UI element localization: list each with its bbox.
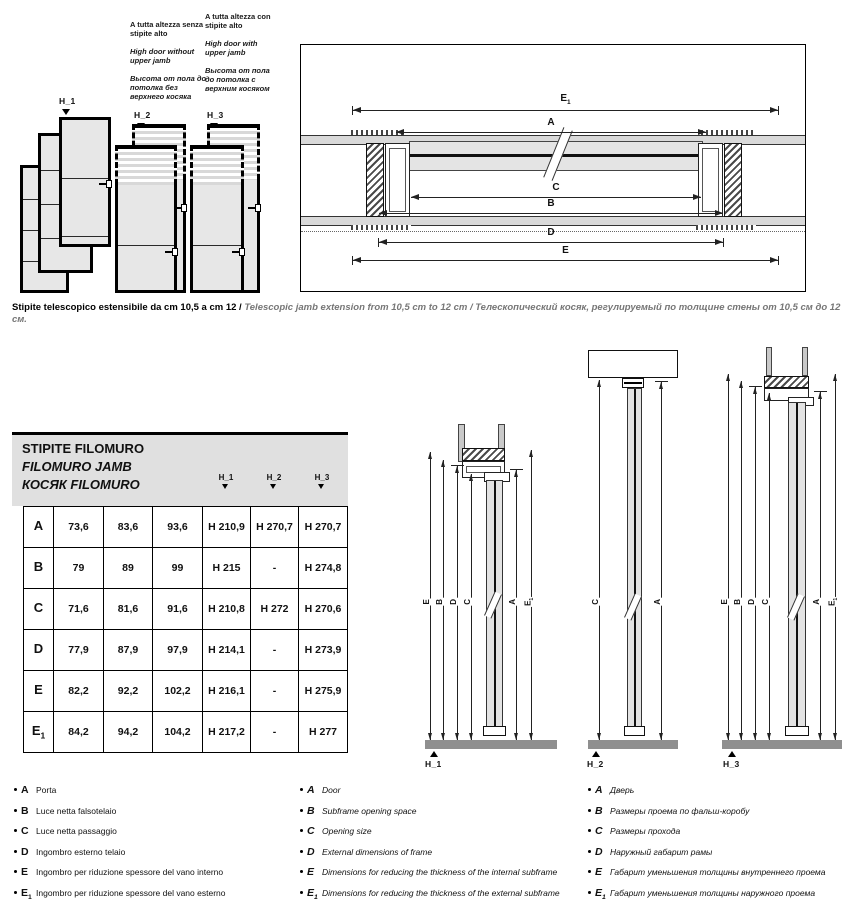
ceiling-box bbox=[588, 350, 678, 378]
door-panel-line bbox=[118, 245, 174, 246]
annotation-it: A tutta altezza con stipite alto bbox=[205, 12, 271, 30]
dim-label-d: D bbox=[450, 598, 462, 606]
legend-item: B Размеры проема по фальш-коробу bbox=[588, 806, 860, 822]
legend-item: $E_1$ Габарит уменьшения толщины наружного проема bbox=[588, 888, 860, 904]
ceiling-track bbox=[622, 378, 644, 388]
dimension-table bbox=[12, 432, 348, 753]
cell: 91,6 bbox=[153, 589, 203, 630]
table-row bbox=[24, 507, 348, 548]
door-leaf-section bbox=[627, 388, 642, 736]
cell: H 210,9 bbox=[203, 507, 251, 548]
dim-line-e1 bbox=[353, 110, 778, 111]
cell: H 270,7 bbox=[299, 507, 348, 548]
column-header-h1: H_1 bbox=[206, 473, 246, 482]
bullet-icon bbox=[14, 809, 17, 812]
bullet-icon bbox=[14, 788, 17, 791]
floor-bar bbox=[588, 740, 678, 749]
arrow-up-icon bbox=[728, 751, 736, 757]
dim-label-c: C bbox=[762, 598, 774, 606]
cell: 93,6 bbox=[153, 507, 203, 548]
telescopic-jamb-zone bbox=[190, 145, 244, 185]
telescopic-jamb-zone bbox=[115, 145, 177, 185]
cell: 99 bbox=[153, 548, 203, 589]
legend-item: B Subframe opening space bbox=[300, 806, 582, 822]
dim-label-d: D bbox=[748, 598, 760, 606]
annotation-en: High door with upper jamb bbox=[205, 39, 258, 57]
annotation-without-upper-jamb bbox=[130, 20, 210, 110]
door-panel-line bbox=[62, 178, 108, 179]
table-row bbox=[24, 630, 348, 671]
door-leaf-section bbox=[788, 402, 806, 736]
table-title-it: STIPITE FILOMURO bbox=[22, 441, 145, 456]
arrow-up-icon bbox=[430, 751, 438, 757]
cell: 83,6 bbox=[104, 507, 153, 548]
door-handle-icon bbox=[248, 204, 261, 212]
floor-bar bbox=[425, 740, 557, 749]
bullet-icon bbox=[14, 870, 17, 873]
table-row bbox=[24, 548, 348, 589]
door-handle-icon bbox=[165, 248, 178, 256]
table-row bbox=[24, 589, 348, 630]
dim-label-c: C bbox=[552, 182, 560, 193]
elevation-label-h2: H_2 bbox=[587, 759, 604, 769]
cell: H 217,2 bbox=[203, 712, 251, 753]
cell: 97,9 bbox=[153, 630, 203, 671]
legend-item: C Luce netta passaggio bbox=[14, 826, 289, 842]
door-handle-icon bbox=[99, 180, 112, 188]
cell: 84,2 bbox=[54, 712, 104, 753]
cell: 81,6 bbox=[104, 589, 153, 630]
dim-label-b: B bbox=[436, 598, 448, 606]
dim-label-c: C bbox=[464, 598, 476, 606]
header-hatch bbox=[764, 376, 809, 388]
cell: H 215 bbox=[203, 548, 251, 589]
dim-label-b: B bbox=[734, 598, 746, 606]
subframe-post bbox=[802, 347, 808, 376]
dim-cap bbox=[510, 469, 523, 470]
cell: - bbox=[251, 630, 299, 671]
cell: H 216,1 bbox=[203, 671, 251, 712]
cell: 89 bbox=[104, 548, 153, 589]
cell: 82,2 bbox=[54, 671, 104, 712]
table-header bbox=[12, 432, 348, 506]
cell: - bbox=[251, 548, 299, 589]
dim-tick bbox=[778, 256, 779, 265]
dim-tick bbox=[352, 106, 353, 115]
annotation-en: High door without upper jamb bbox=[130, 47, 195, 65]
dim-line-e1 bbox=[835, 374, 836, 740]
legend-item: D Наружный габарит рамы bbox=[588, 847, 860, 863]
cell: H 274,8 bbox=[299, 548, 348, 589]
legend-item: E Ingombro per riduzione spessore del vano interno bbox=[14, 867, 289, 883]
bullet-icon bbox=[588, 788, 591, 791]
legend-item: A Дверь bbox=[588, 785, 860, 801]
bullet-icon bbox=[300, 809, 303, 812]
dim-line-c bbox=[471, 474, 472, 740]
cell: 92,2 bbox=[104, 671, 153, 712]
cell: - bbox=[251, 671, 299, 712]
cell: 79 bbox=[54, 548, 104, 589]
dim-line-a bbox=[820, 392, 821, 740]
bullet-icon bbox=[14, 891, 17, 894]
table-title bbox=[22, 440, 144, 494]
dim-label-e: E bbox=[562, 245, 569, 256]
arrow-down-icon bbox=[270, 484, 276, 489]
annotation-it: A tutta altezza senza stipite alto bbox=[130, 20, 204, 38]
cell: H 210,8 bbox=[203, 589, 251, 630]
legend-item: D External dimensions of frame bbox=[300, 847, 582, 863]
plaster-texture bbox=[701, 130, 756, 135]
cell: 71,6 bbox=[54, 589, 104, 630]
door-panel bbox=[59, 117, 111, 247]
cell: H 275,9 bbox=[299, 671, 348, 712]
dim-line-b bbox=[379, 213, 723, 214]
table-title-en: FILOMURO JAMB bbox=[22, 459, 132, 474]
bullet-icon bbox=[588, 891, 591, 894]
door-bottom-guide bbox=[624, 726, 645, 736]
table-title-ru: КОСЯК FILOMURO bbox=[22, 477, 140, 492]
header-hatch bbox=[462, 448, 505, 461]
door-bottom-guide bbox=[483, 726, 506, 736]
plan-section-drawing bbox=[300, 44, 806, 292]
bullet-icon bbox=[588, 850, 591, 853]
dim-label-a: A bbox=[813, 598, 825, 606]
row-label: A bbox=[24, 507, 54, 548]
annotation-ru: Высота от пола до потолка без верхнего косяка bbox=[130, 74, 207, 101]
dim-label-a: A bbox=[509, 598, 521, 606]
column-header-h2: H_2 bbox=[254, 473, 294, 482]
arrow-down-icon bbox=[318, 484, 324, 489]
cell: H 214,1 bbox=[203, 630, 251, 671]
arrow-up-icon bbox=[592, 751, 600, 757]
table-row bbox=[24, 671, 348, 712]
cell: H 270,6 bbox=[299, 589, 348, 630]
caption bbox=[12, 302, 857, 326]
dim-line-d bbox=[755, 387, 756, 740]
legend-it bbox=[14, 785, 289, 909]
cell: 104,2 bbox=[153, 712, 203, 753]
dim-cap bbox=[655, 381, 668, 382]
bullet-icon bbox=[300, 850, 303, 853]
cell: 77,9 bbox=[54, 630, 104, 671]
caption-en-ru: Telescopic jamb extension from 10,5 cm to 12 cm / Телескопический косяк, регулируемый по толщине стены от 10,5 см до 12 см. bbox=[12, 302, 841, 325]
legend-item: C Opening size bbox=[300, 826, 582, 842]
legend-en bbox=[300, 785, 582, 909]
dim-tick bbox=[778, 106, 779, 115]
door-group-label-h3: H_3 bbox=[207, 110, 224, 120]
cell: 102,2 bbox=[153, 671, 203, 712]
arrow-down-icon bbox=[222, 484, 228, 489]
dim-cap bbox=[451, 465, 464, 466]
floor-bar bbox=[722, 740, 842, 749]
row-label: D bbox=[24, 630, 54, 671]
cell: H 272 bbox=[251, 589, 299, 630]
annotation-ru: Высота от пола до потолка с верхним косяком bbox=[205, 66, 270, 93]
row-label: E bbox=[24, 671, 54, 712]
bullet-icon bbox=[14, 850, 17, 853]
elevation-label-h3: H_3 bbox=[723, 759, 740, 769]
cell: H 273,9 bbox=[299, 630, 348, 671]
bullet-icon bbox=[300, 829, 303, 832]
dim-label-d: D bbox=[547, 227, 555, 238]
jamb-hatch-right bbox=[724, 143, 742, 217]
dim-label-e1: $E_1$ bbox=[827, 597, 839, 606]
bullet-icon bbox=[588, 870, 591, 873]
dim-line-e bbox=[728, 374, 729, 740]
cell: 73,6 bbox=[54, 507, 104, 548]
caption-it: Stipite telescopico estensibile da cm 10,5 a cm 12 / bbox=[12, 302, 245, 313]
dim-label-b: B bbox=[547, 198, 555, 209]
bullet-icon bbox=[588, 829, 591, 832]
dim-label-c: C bbox=[592, 598, 604, 606]
dim-tick bbox=[352, 256, 353, 265]
door-group-label-h1: H_1 bbox=[59, 96, 76, 106]
legend-item: D Ingombro esterno telaio bbox=[14, 847, 289, 863]
annotation-with-upper-jamb bbox=[205, 12, 277, 102]
door-panel-line bbox=[62, 236, 108, 237]
legend-item: $E_1$ Dimensions for reducing the thickness of the external subframe bbox=[300, 888, 582, 904]
subframe-post bbox=[766, 347, 772, 376]
cell: H 277 bbox=[299, 712, 348, 753]
dim-label-e1: $E_1$ bbox=[523, 597, 535, 606]
dim-line-e bbox=[430, 452, 431, 740]
table-row bbox=[24, 712, 348, 753]
door-panel bbox=[190, 185, 244, 293]
dim-line-e bbox=[353, 260, 778, 261]
dim-label-e1: $E_1$ bbox=[560, 93, 571, 106]
dim-cap bbox=[814, 391, 827, 392]
table-grid bbox=[23, 506, 348, 753]
legend-item: C Размеры прохода bbox=[588, 826, 860, 842]
dim-line-a bbox=[396, 132, 706, 133]
bullet-icon bbox=[300, 891, 303, 894]
door-panel-line bbox=[193, 245, 241, 246]
door-group-label-h2: H_2 bbox=[134, 110, 151, 120]
row-label: B bbox=[24, 548, 54, 589]
bullet-icon bbox=[300, 870, 303, 873]
dim-line-c bbox=[769, 393, 770, 740]
door-panel bbox=[115, 185, 177, 293]
column-header-h3: H_3 bbox=[302, 473, 342, 482]
dim-line-d bbox=[379, 242, 723, 243]
row-label: C bbox=[24, 589, 54, 630]
bullet-icon bbox=[14, 829, 17, 832]
dim-label-e: E bbox=[721, 598, 733, 605]
arrow-down-icon bbox=[62, 109, 70, 115]
row-label: $E_1$ bbox=[24, 712, 54, 753]
legend-item: B Luce netta falsotelaio bbox=[14, 806, 289, 822]
legend-ru bbox=[588, 785, 860, 909]
dim-cap bbox=[749, 386, 762, 387]
legend-item: E Габарит уменьшения толщины внутреннего проема bbox=[588, 867, 860, 883]
dim-label-a: A bbox=[654, 598, 666, 606]
legend-item: A Porta bbox=[14, 785, 289, 801]
cell: H 270,7 bbox=[251, 507, 299, 548]
cell: - bbox=[251, 712, 299, 753]
legend-item: E Dimensions for reducing the thickness of the internal subframe bbox=[300, 867, 582, 883]
door-handle-icon bbox=[232, 248, 245, 256]
legend-item: $E_1$ Ingombro per riduzione spessore del vano esterno bbox=[14, 888, 289, 904]
bullet-icon bbox=[300, 788, 303, 791]
legend-item: A Door bbox=[300, 785, 582, 801]
bullet-icon bbox=[588, 809, 591, 812]
cell: 94,2 bbox=[104, 712, 153, 753]
cell: 87,9 bbox=[104, 630, 153, 671]
dim-line-e1 bbox=[531, 450, 532, 740]
dim-line-b bbox=[741, 381, 742, 740]
dim-line-c bbox=[599, 380, 600, 740]
dim-label-a: A bbox=[547, 117, 555, 128]
dim-line-a bbox=[661, 382, 662, 740]
dim-label-e: E bbox=[423, 598, 435, 605]
door-bottom-guide bbox=[785, 726, 809, 736]
elevation-label-h1: H_1 bbox=[425, 759, 442, 769]
